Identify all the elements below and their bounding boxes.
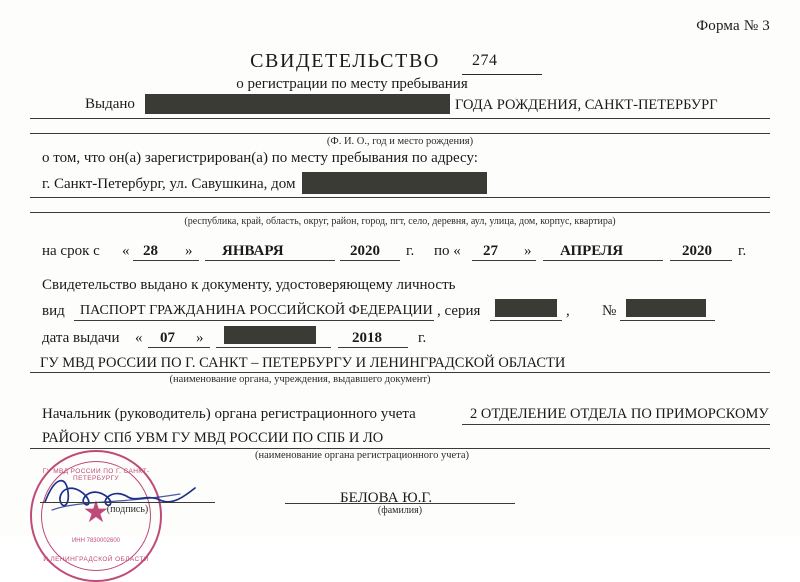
identity-date-quote-open: «: [135, 330, 143, 346]
identity-authority: ГУ МВД РОССИИ ПО Г. САНКТ – ПЕТЕРБУРГУ И ЛЕНИНГРАДСКОЙ ОБЛАСТИ: [40, 355, 566, 371]
surname-caption: (фамилия): [377, 505, 423, 516]
term-year-to: 2020: [682, 243, 712, 259]
line-year-to: [670, 260, 732, 261]
identity-series-label: , серия: [437, 303, 481, 319]
redaction-date-month: [224, 326, 316, 344]
chief-office-line2: РАЙОНУ СПб УВМ ГУ МВД РОССИИ ПО СПБ И ЛО: [42, 430, 384, 446]
line-address-2: [30, 212, 770, 213]
line-signature: [40, 502, 215, 503]
redaction-number: [626, 299, 706, 317]
identity-date-day: 07: [160, 330, 175, 346]
line-date-day: [148, 347, 210, 348]
chief-office-caption-text: (наименование органа регистрационного учета): [254, 450, 470, 461]
stamp-text-top: ГУ МВД РОССИИ ПО Г. САНКТ-ПЕТЕРБУРГУ: [42, 468, 150, 482]
term-g-to: г.: [738, 243, 747, 259]
identity-type-label: вид: [42, 303, 65, 319]
line-day-from: [133, 260, 199, 261]
page-title-text: СВИДЕТЕЛЬСТВО: [250, 50, 440, 72]
line-date-month: [216, 347, 331, 348]
line-year-from: [340, 260, 400, 261]
term-year-from: 2020: [350, 243, 380, 259]
term-po: по «: [434, 243, 461, 259]
redaction-fio: [145, 94, 450, 114]
term-quote-close: »: [185, 243, 193, 259]
document-number-underline: [462, 74, 542, 75]
page-title: [0, 50, 800, 73]
address-value: г. Санкт-Петербург, ул. Савушкина, дом: [42, 176, 296, 192]
term-day-from: 28: [143, 243, 158, 259]
line-day-to: [472, 260, 536, 261]
term-quote-close-to: »: [524, 243, 532, 259]
authority-caption: [0, 374, 800, 385]
page-subtitle: [0, 76, 800, 93]
line-issued: [30, 118, 770, 119]
line-authority: [30, 372, 770, 373]
signature-caption: (подпись): [106, 504, 149, 515]
line-chief-office-1: [462, 424, 770, 425]
identity-intro: Свидетельство выдано к документу, удостоверяющему личность: [42, 277, 456, 293]
redaction-address: [302, 172, 487, 194]
address-caption-text: (республика, край, область, округ, район, город, пгт, село, деревня, аул, улица, дом, корпус, квартира): [184, 216, 616, 227]
stamp-inn: ИНН 7830002600: [71, 538, 120, 544]
line-month-to: [543, 260, 663, 261]
term-prefix: на срок с: [42, 243, 100, 259]
chief-label: Начальник (руководитель) органа регистрационного учета: [42, 406, 416, 422]
identity-comma: ,: [566, 303, 570, 319]
redaction-series: [495, 299, 557, 317]
identity-date-quote-close: »: [196, 330, 204, 346]
document-number: 274: [472, 52, 498, 69]
line-month-from: [205, 260, 335, 261]
identity-number-label: №: [602, 303, 617, 319]
line-series: [490, 320, 562, 321]
term-month-to: АПРЕЛЯ: [560, 243, 624, 259]
stamp-text-bottom: И ЛЕНИНГРАДСКОЙ ОБЛАСТИ: [43, 556, 149, 563]
term-day-to: 27: [483, 243, 498, 259]
line-fio-bottom: [30, 133, 770, 134]
term-g-from: г.: [406, 243, 415, 259]
term-month-from: ЯНВАРЯ: [222, 243, 284, 259]
fio-caption: [0, 136, 800, 147]
line-date-year: [338, 347, 408, 348]
identity-date-g: г.: [418, 330, 427, 346]
double-eagle-icon: ★: [82, 496, 110, 529]
fio-caption-text: (Ф. И. О., год и место рождения): [326, 136, 474, 147]
registered-text: о том, что он(а) зарегистрирован(а) по месту пребывания по адресу:: [42, 150, 478, 166]
page-subtitle-text: о регистрации по месту пребывания: [236, 76, 468, 92]
identity-date-year: 2018: [352, 330, 382, 346]
line-chief-office-2: [30, 448, 770, 449]
identity-type-value: ПАСПОРТ ГРАЖДАНИНА РОССИЙСКОЙ ФЕДЕРАЦИИ: [80, 303, 433, 318]
term-quote-open: «: [122, 243, 130, 259]
authority-caption-text: (наименование органа, учреждения, выдавшего документ): [169, 374, 431, 385]
line-surname: [285, 503, 515, 504]
form-number: Форма № 3: [696, 18, 770, 34]
chief-surname: БЕЛОВА Ю.Г.: [340, 490, 433, 506]
issued-label: Выдано: [85, 96, 135, 112]
identity-date-label: дата выдачи: [42, 330, 120, 346]
line-identity-type: [74, 320, 434, 321]
line-number: [620, 320, 715, 321]
chief-office-line1: 2 ОТДЕЛЕНИЕ ОТДЕЛА ПО ПРИМОРСКОМУ: [470, 406, 769, 422]
issued-value-suffix: ГОДА РОЖДЕНИЯ, САНКТ-ПЕТЕРБУРГ: [455, 97, 718, 113]
line-address-1: [30, 197, 770, 198]
address-caption: [0, 216, 800, 227]
